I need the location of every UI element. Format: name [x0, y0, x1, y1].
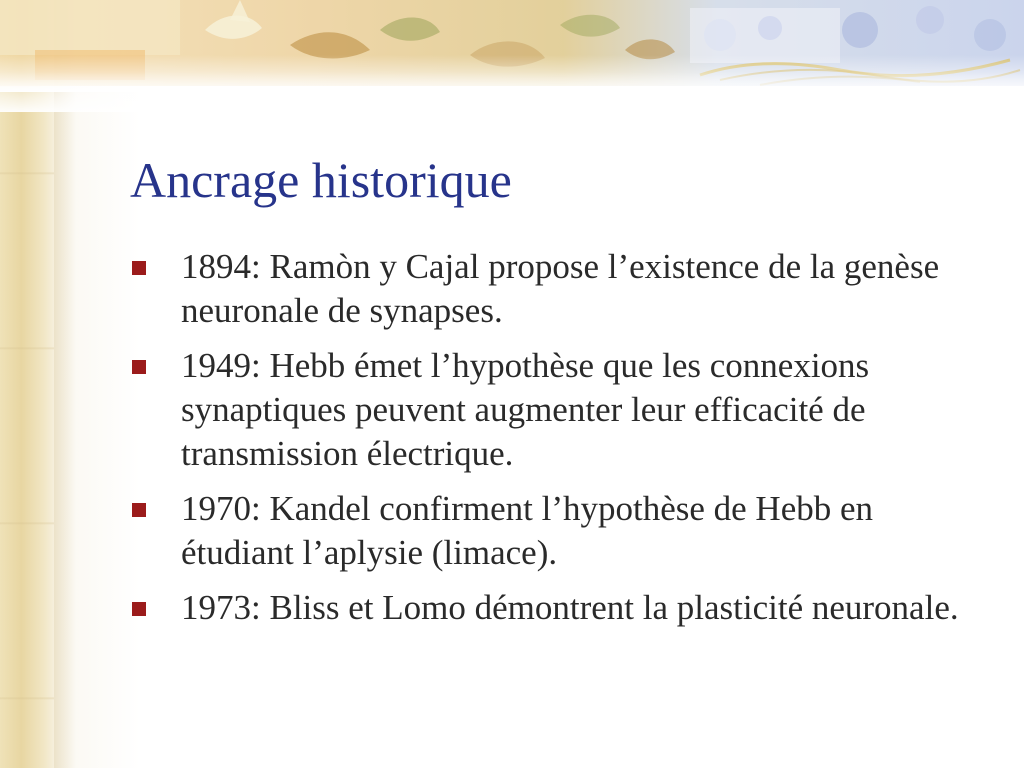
square-bullet-icon [132, 503, 146, 517]
bullet-text: 1949: Hebb émet l’hypothèse que les connexions synaptiques peuvent augmenter leur efficacité de transmission électrique. [181, 346, 870, 473]
bullet-item [130, 245, 990, 333]
square-bullet-icon [132, 360, 146, 374]
bullet-list [130, 245, 990, 641]
bullet-text: 1894: Ramòn y Cajal propose l’existence de la genèse neuronale de synapses. [181, 247, 940, 330]
bullet-item [130, 586, 990, 630]
square-bullet-icon [132, 602, 146, 616]
parchment-side-decoration [0, 0, 54, 768]
bullet-text: 1973: Bliss et Lomo démontrent la plasticité neuronale. [181, 588, 959, 627]
slide-title: Ancrage historique [130, 152, 512, 208]
square-bullet-icon [132, 261, 146, 275]
bullet-item [130, 344, 990, 476]
banner-fade [0, 72, 1024, 112]
bullet-text: 1970: Kandel confirment l’hypothèse de Hebb en étudiant l’aplysie (limace). [181, 489, 874, 572]
bullet-item [130, 487, 990, 575]
